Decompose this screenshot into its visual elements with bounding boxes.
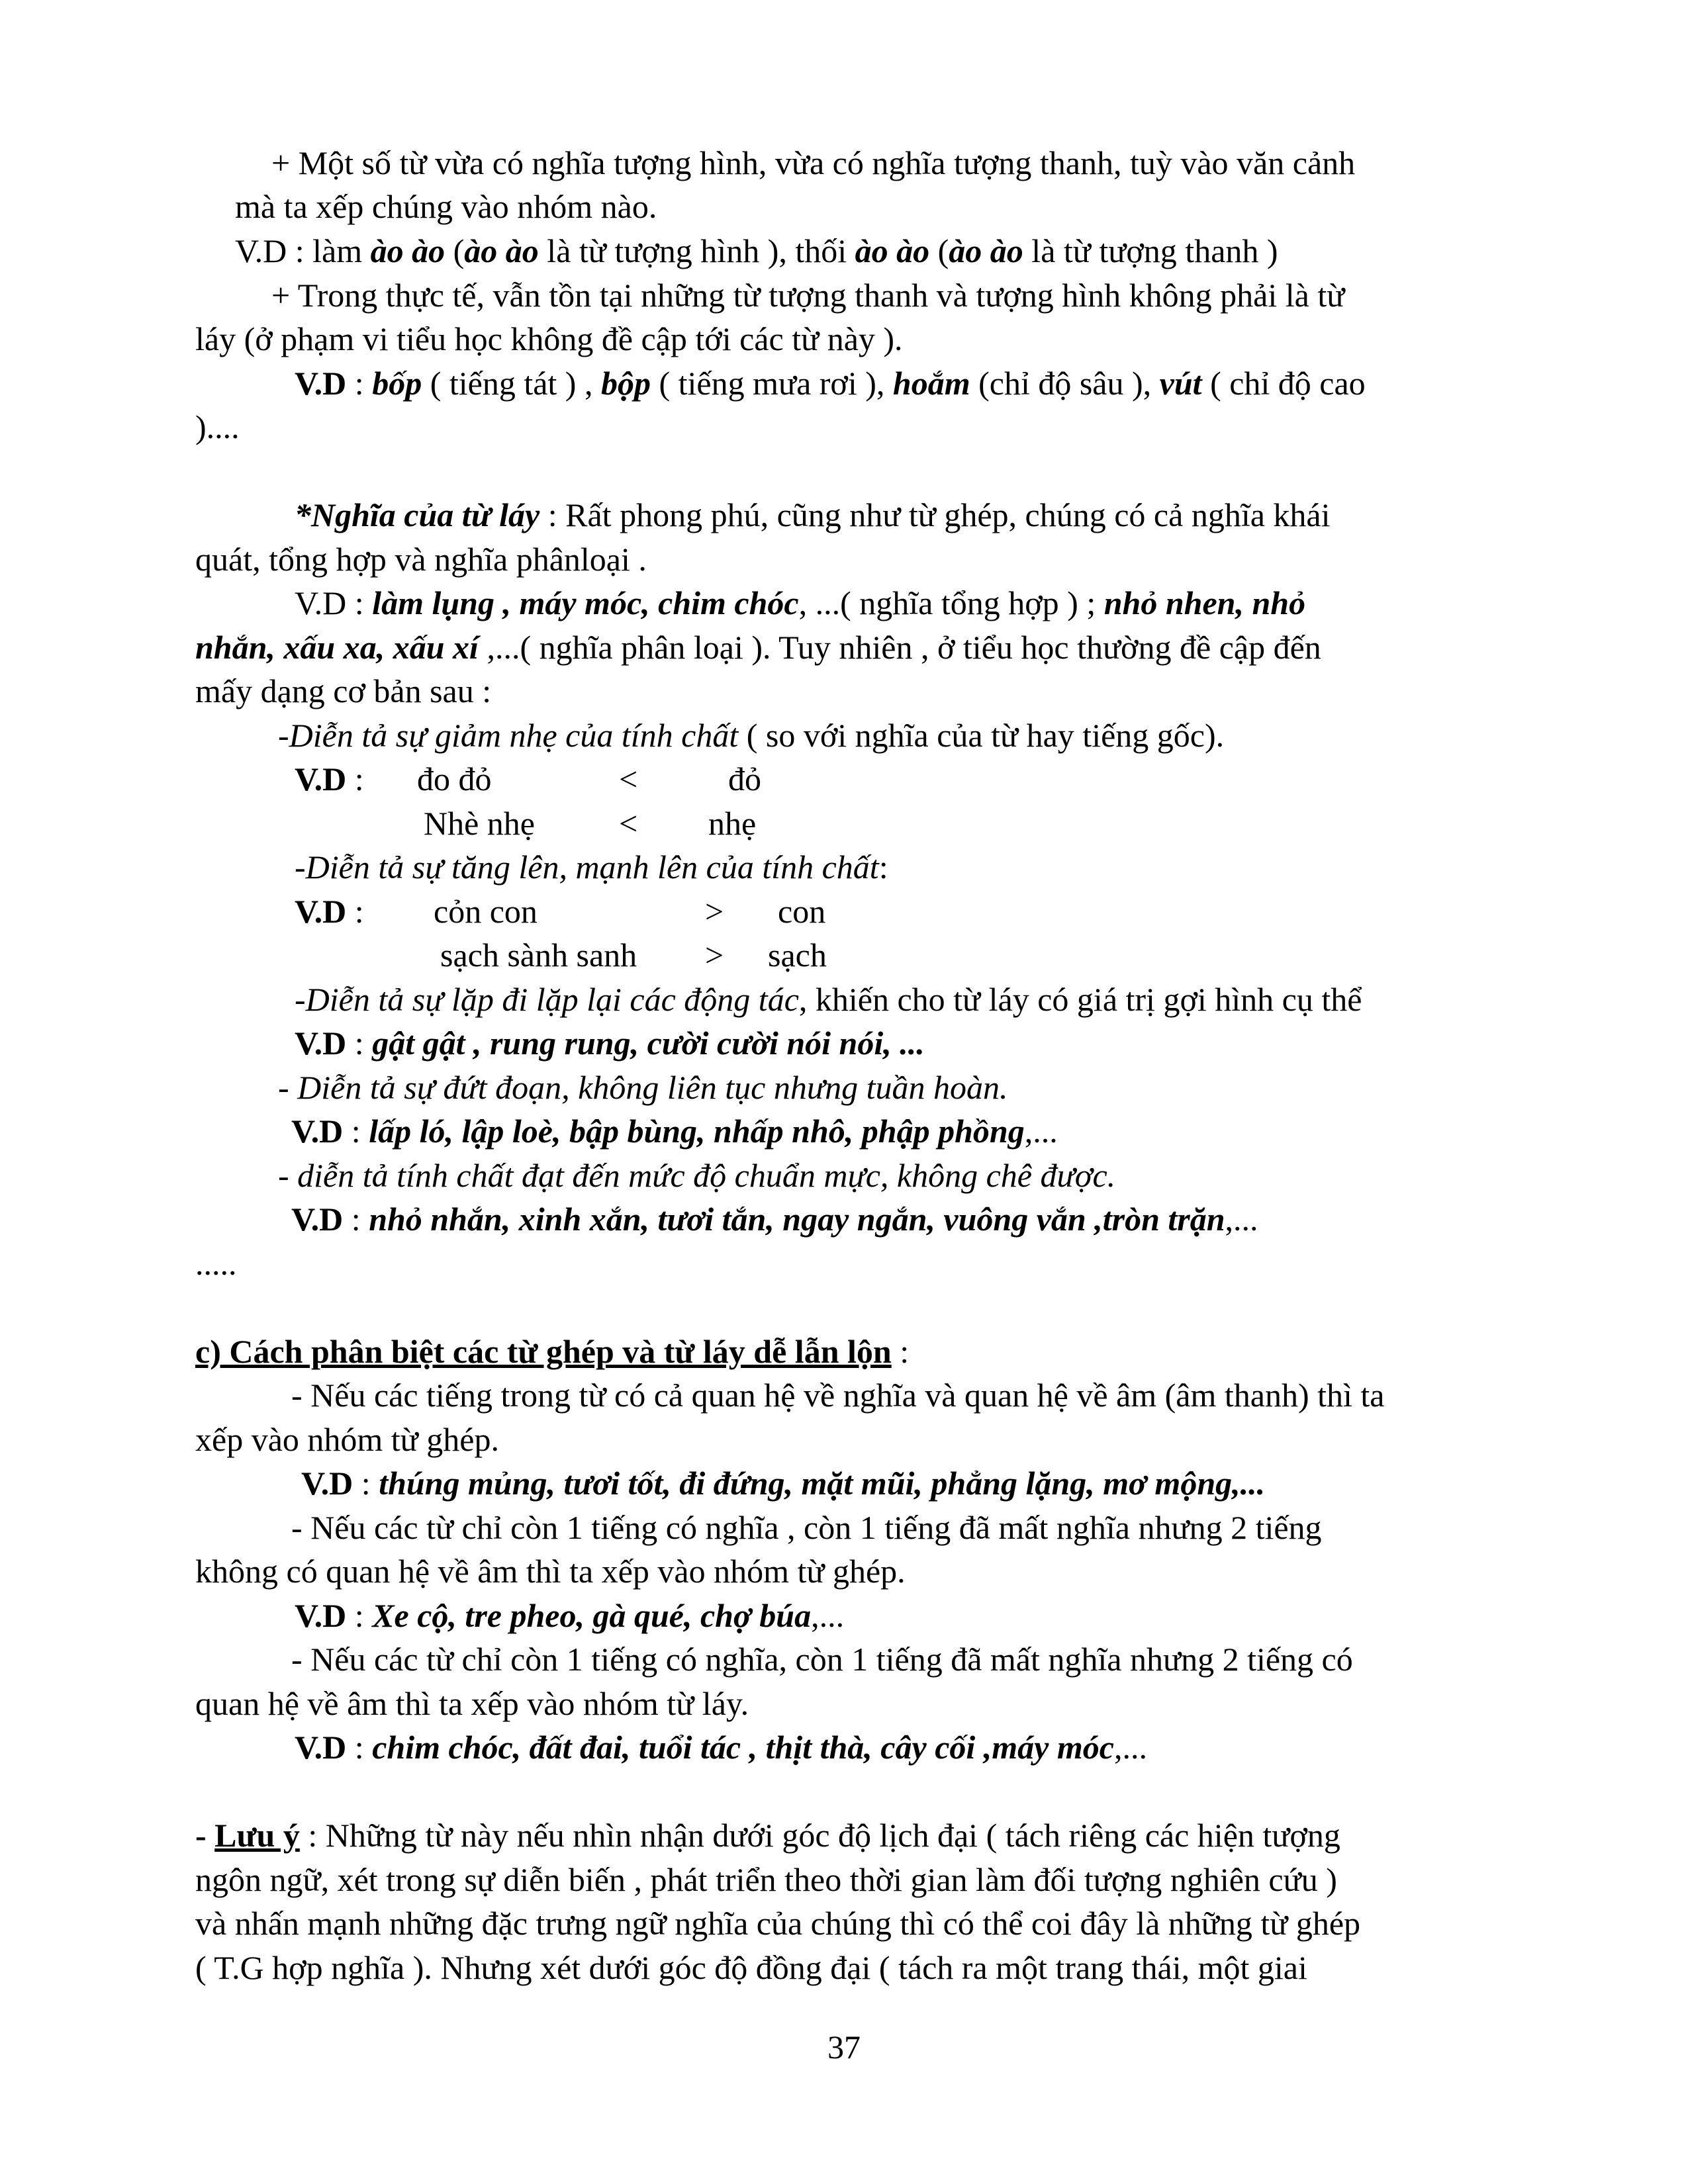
paragraph-line: không có quan hệ về âm thì ta xếp vào nhóm từ ghép. [195,1553,906,1590]
meaning-heading: *Nghĩa của từ láy [295,496,540,533]
section-heading-line: *Nghĩa của từ láy : Rất phong phú, cũng như từ ghép, chúng có cả nghĩa khái [295,496,1331,533]
comparison-word: đỏ [728,760,761,797]
example-line: V.D : thúng mủng, tươi tốt, đi đứng, mặt mũi, phẳng lặng, mơ mộng,... [301,1465,1266,1502]
paragraph-line: láy (ở phạm vi tiểu học không đề cập tới các từ này ). [195,320,903,357]
paragraph-line: + Trong thực tế, vẫn tồn tại những từ tượng thanh và tượng hình không phải là từ [271,277,1345,314]
type-heading: - diễn tả tính chất đạt đến mức độ chuẩn mực, không chê được. [278,1157,1116,1194]
type-heading: - Diễn tả sự đứt đoạn, không liên tục nhưng tuần hoàn. [278,1069,1008,1106]
type-heading: -Diễn tả sự lặp đi lặp lại các động tác, khiến cho từ láy có giá trị gợi hình cụ thể [295,981,1362,1018]
ellipsis: ..... [195,1245,237,1282]
paragraph-line: mà ta xếp chúng vào nhóm nào. [235,188,657,225]
section-title: c) Cách phân biệt các từ ghép và từ láy dễ lẫn lộn : [195,1333,910,1370]
note-line: - Lưu ý : Những từ này nếu nhìn nhận dưới góc độ lịch đại ( tách riêng các hiện tượng [195,1817,1340,1854]
comparison-word: con [778,893,826,930]
paragraph-line: - Nếu các từ chỉ còn 1 tiếng có nghĩa, còn 1 tiếng đã mất nghĩa nhưng 2 tiếng có [291,1641,1353,1678]
paragraph-line: mấy dạng cơ bản sau : [195,672,492,709]
example-line: V.D : làm lụng , máy móc, chim chóc, ...( nghĩa tổng hợp ) ; nhỏ nhen, nhỏ [295,584,1306,621]
type-heading: -Diễn tả sự giảm nhẹ của tính chất ( so với nghĩa của từ hay tiếng gốc). [278,717,1225,754]
example-line: nhắn, xấu xa, xấu xí ,...( nghĩa phân loại ). Tuy nhiên , ở tiểu học thường đề cập đến [195,629,1321,666]
comparison-word: sạch [768,936,827,974]
example-label: V.D : [295,893,364,930]
example-line: V.D : lấp ló, lập loè, bập bùng, nhấp nhô, phập phồng,... [291,1113,1058,1150]
example-line: V.D : nhỏ nhắn, xinh xắn, tươi tắn, ngay ngắn, vuông vắn ,tròn trặn,... [291,1201,1258,1238]
paragraph-line: quát, tổng hợp và nghĩa phânloại . [195,541,647,578]
paragraph-line: ( T.G hợp nghĩa ). Nhưng xét dưới góc độ đồng đại ( tách ra một trang thái, một giai [195,1949,1307,1986]
comparison-sign: < [619,760,638,797]
example-line: ).... [195,408,240,445]
comparison-word: cỏn con [434,893,538,930]
page-number: 37 [827,2028,861,2066]
paragraph-line: và nhấn mạnh những đặc trưng ngữ nghĩa của chúng thì có thể coi đây là những từ ghép [195,1905,1361,1942]
paragraph-line: xếp vào nhóm từ ghép. [195,1421,499,1458]
paragraph-line: + Một số từ vừa có nghĩa tượng hình, vừa có nghĩa tượng thanh, tuỳ vào văn cảnh [271,144,1356,181]
paragraph-line: ngôn ngữ, xét trong sự diễn biến , phát triển theo thời gian làm đối tượng nghiên cứu ) [195,1861,1337,1898]
example-line: V.D : chim chóc, đất đai, tuổi tác , thịt thà, cây cối ,máy móc,... [295,1729,1147,1766]
comparison-sign: > [705,893,724,930]
comparison-word: Nhè nhẹ [424,805,535,842]
paragraph-line: - Nếu các tiếng trong từ có cả quan hệ về nghĩa và quan hệ về âm (âm thanh) thì ta [291,1377,1385,1414]
example-line: V.D : bốp ( tiếng tát ) , bộp ( tiếng mưa rơi ), hoắm (chỉ độ sâu ), vút ( chỉ độ cao [295,365,1366,402]
note-label: Lưu ý [214,1817,300,1854]
comparison-sign: > [705,936,724,974]
comparison-word: nhẹ [708,805,757,842]
example-line: V.D : làm ào ào (ào ào là từ tượng hình ), thối ào ào (ào ào là từ tượng thanh ) [235,232,1278,269]
paragraph-line: - Nếu các từ chỉ còn 1 tiếng có nghĩa , còn 1 tiếng đã mất nghĩa nhưng 2 tiếng [291,1509,1322,1546]
example-label: V.D : [295,760,364,797]
comparison-word: sạch sành sanh [440,936,637,974]
example-line: V.D : gật gật , rung rung, cười cười nói nói, ... [295,1024,925,1062]
comparison-word: đo đỏ [417,760,492,797]
comparison-sign: < [619,805,638,842]
example-line: V.D : Xe cộ, tre pheo, gà qué, chợ búa,... [295,1597,845,1634]
type-heading: -Diễn tả sự tăng lên, mạnh lên của tính chất: [295,848,888,886]
paragraph-line: quan hệ về âm thì ta xếp vào nhóm từ láy. [195,1685,749,1722]
